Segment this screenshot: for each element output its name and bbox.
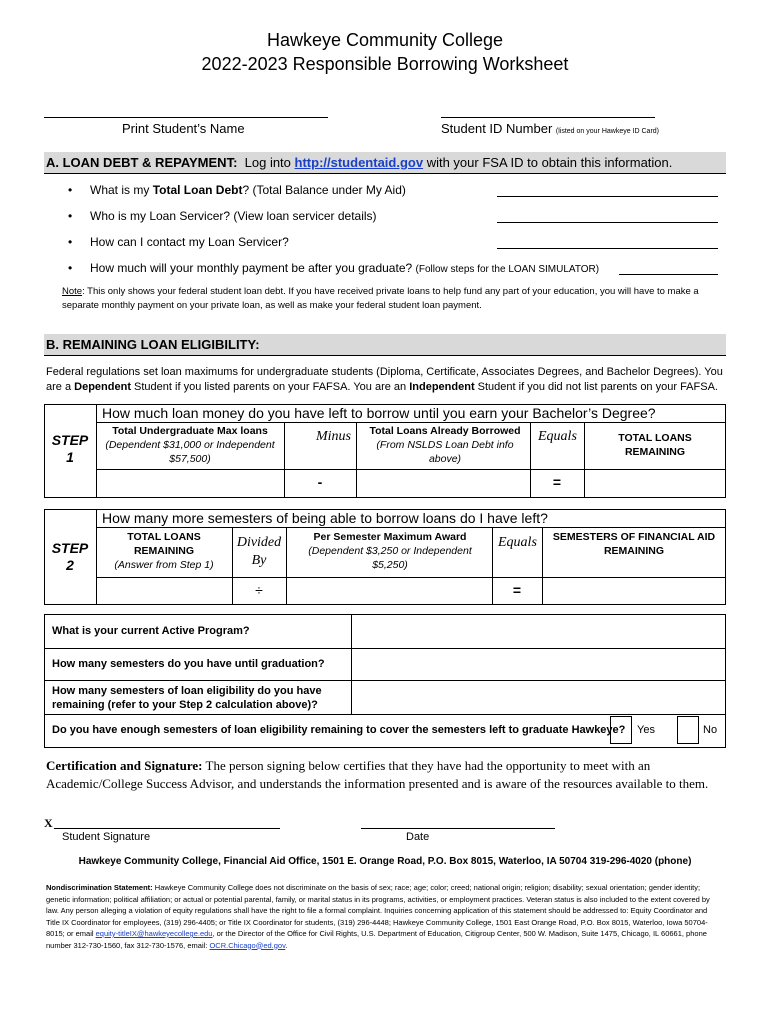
divider bbox=[96, 527, 726, 528]
active-program-input[interactable] bbox=[354, 617, 724, 646]
eligibility-remaining-label: How many semesters of loan eligibility do you have remaining (refer to your Step 2 calculation above)? bbox=[52, 685, 322, 711]
step1-borrowed-input[interactable] bbox=[360, 472, 528, 496]
section-a-tail: with your FSA ID to obtain this information. bbox=[426, 155, 673, 170]
divider bbox=[44, 680, 726, 681]
divider bbox=[284, 422, 285, 498]
signature-x-mark: X bbox=[44, 816, 53, 830]
intro-1: Federal regulations set loan maximums for undergraduate students (Diploma, Certificate, Associates Degrees, and Bachelor Degrees). You are a bbox=[46, 366, 723, 393]
question-loan-servicer: Who is my Loan Servicer? (View loan servicer details) bbox=[90, 209, 377, 223]
step2-loans-remaining-input[interactable] bbox=[100, 580, 228, 603]
no-checkbox[interactable] bbox=[677, 716, 699, 744]
section-b-heading: B. REMAINING LOAN ELIGIBILITY: bbox=[46, 337, 260, 352]
semesters-until-graduation-label: How many semesters do you have until graduation? bbox=[52, 658, 325, 670]
certification-paragraph bbox=[46, 757, 736, 793]
divider bbox=[96, 577, 726, 578]
monthly-payment-field[interactable] bbox=[619, 262, 718, 275]
intro-dependent: Dependent bbox=[74, 381, 131, 393]
ocr-email-link[interactable]: OCR.Chicago@ed.gov bbox=[209, 940, 286, 950]
divider bbox=[44, 648, 726, 649]
student-id-label-wrap bbox=[441, 121, 659, 136]
step1-minus-op: Minus bbox=[316, 429, 351, 444]
student-id-field[interactable] bbox=[441, 104, 655, 118]
step2-semester-award-input[interactable] bbox=[290, 580, 490, 603]
step2-col1-title: TOTAL LOANS REMAINING bbox=[127, 531, 201, 557]
step2-label: STEP 2 bbox=[51, 540, 89, 573]
step2-divide-symbol: ÷ bbox=[255, 582, 263, 598]
step1-col1 bbox=[100, 424, 280, 466]
step2-equals-op: Equals bbox=[498, 535, 537, 550]
bullet: • bbox=[68, 261, 73, 275]
equity-email-link[interactable]: equity-titleIX@hawkeyecollege.edu bbox=[95, 929, 213, 938]
nd-label: Nondiscrimination Statement: bbox=[46, 883, 153, 892]
intro-independent: Independent bbox=[409, 381, 475, 393]
nd-text-1: Hawkeye Community College does not discriminate on the basis of sex; race; age; color; creed; national origin; religion; disability; sexual orientation; gender identity; genetic information; political affiliation; or actual or potential parental, family, or marital status in its programs, activities, or employment practices. Veteran status is also included to the extent covered by law. Any person alleging a violation of equity regulations shall have the right to file a formal complaint. Inquiries concerning application of this statement should be addressed to: Equity Coordinator and Title IX Coordinator for employees, (319) 296-4405; or Title IX Coordinator for students, (319) 296-4448; Hawkeye Community College, 1501 East Orange Road, P.O. Box 8015, Waterloo, Iowa 50704-8015; or email bbox=[46, 883, 710, 938]
bullet: • bbox=[68, 183, 73, 197]
note-paragraph bbox=[62, 285, 728, 313]
page-subtitle: 2022-2023 Responsible Borrowing Worksheet bbox=[201, 54, 569, 74]
divider bbox=[530, 422, 531, 498]
divider bbox=[96, 404, 97, 498]
q1-bold: Total Loan Debt bbox=[152, 183, 243, 197]
student-signature-field[interactable] bbox=[54, 815, 280, 829]
nd-text-3: . bbox=[285, 940, 288, 950]
date-field[interactable] bbox=[361, 815, 555, 829]
step1-max-loans-input[interactable] bbox=[100, 472, 280, 496]
section-a-header bbox=[44, 152, 726, 174]
step2-question: How many more semesters of being able to borrow loans do I have left? bbox=[102, 510, 548, 526]
yes-checkbox[interactable] bbox=[610, 716, 632, 744]
step2-equals-symbol: = bbox=[512, 582, 522, 598]
studentaid-link[interactable]: http://studentaid.gov bbox=[294, 155, 424, 170]
question-contact-servicer: How can I contact my Loan Servicer? bbox=[90, 235, 289, 249]
student-name-field[interactable] bbox=[44, 104, 328, 118]
total-loan-debt-field[interactable] bbox=[497, 184, 718, 197]
step2-col2 bbox=[292, 530, 488, 572]
certification-label: Certification and Signature: bbox=[46, 758, 203, 773]
section-a-text: Log into bbox=[244, 155, 291, 170]
step1-equals-op: Equals bbox=[538, 429, 577, 444]
student-id-note: (listed on your Hawkeye ID Card) bbox=[555, 128, 659, 135]
q1-pre: What is my bbox=[90, 183, 150, 197]
step1-col2-sub: (From NSLDS Loan Debt info above) bbox=[376, 439, 514, 465]
active-program-label: What is your current Active Program? bbox=[52, 625, 250, 637]
step2-col3-title: SEMESTERS OF FINANCIAL AID REMAINING bbox=[552, 531, 716, 557]
page-title: Hawkeye Community College bbox=[266, 30, 504, 50]
divider bbox=[356, 422, 357, 498]
step2-col2-sub: (Dependent $3,250 or Independent $5,250) bbox=[308, 545, 472, 571]
certification-text: The person signing below certifies that they have had the opportunity to meet with an Academic/College Success Advisor, and understands the information presented and is aware of the resources available to them. bbox=[46, 758, 709, 791]
step1-label: STEP 1 bbox=[51, 432, 89, 465]
note-text: : This only shows your federal student loan debt. If you have received private loans to help fund any part of your education, you will have to make a separate monthly payment on your private loan, as well as make your federal student loan payment. bbox=[62, 286, 699, 311]
step2-divide-op: Divided By bbox=[236, 535, 282, 568]
divider bbox=[492, 527, 493, 605]
eligibility-remaining-input[interactable] bbox=[354, 683, 724, 712]
step2-semesters-remaining-input[interactable] bbox=[546, 580, 724, 603]
no-label: No bbox=[703, 724, 718, 736]
q4-text: How much will your monthly payment be after you graduate? bbox=[90, 261, 413, 275]
office-address: Hawkeye Community College, Financial Aid Office, 1501 E. Orange Road, P.O. Box 8015, Waterloo, IA 50704 319-296-4020 (phone) bbox=[78, 856, 692, 867]
step2-col1 bbox=[100, 530, 228, 572]
step2-col1-sub: (Answer from Step 1) bbox=[114, 559, 214, 571]
section-b-header bbox=[44, 334, 726, 356]
step1-col2 bbox=[362, 424, 528, 466]
intro-3: Student if you did not list parents on your FAFSA. bbox=[474, 381, 718, 393]
divider bbox=[96, 469, 726, 470]
step1-equals-symbol: = bbox=[552, 474, 562, 490]
loan-servicer-field[interactable] bbox=[497, 210, 718, 223]
divider bbox=[584, 422, 585, 498]
step1-col1-sub: (Dependent $31,000 or Independent $57,500) bbox=[105, 439, 275, 465]
question-total-loan-debt bbox=[90, 183, 406, 197]
nondiscrimination-statement bbox=[46, 882, 722, 951]
divider bbox=[351, 614, 352, 714]
step1-loans-remaining-input[interactable] bbox=[588, 472, 724, 496]
step1-col2-title: Total Loans Already Borrowed bbox=[369, 425, 521, 437]
step2-col2-title: Per Semester Maximum Award bbox=[313, 531, 467, 543]
yes-label: Yes bbox=[637, 724, 655, 736]
student-signature-label: Student Signature bbox=[62, 831, 151, 843]
bullet: • bbox=[68, 209, 73, 223]
divider bbox=[96, 422, 726, 423]
enough-semesters-question: Do you have enough semesters of loan eligibility remaining to cover the semesters left to graduate Hawkeye? bbox=[52, 724, 626, 736]
date-label: Date bbox=[406, 831, 430, 843]
nd-text-2: , or the Director of the Office for Civil Rights, U.S. Department of Education, Citigroup Center, 500 W. Madison, Suite 1475, Chicago, IL 60661, phone number 312-730-1560, fax 312-730-1576, email: bbox=[46, 929, 707, 950]
intro-2: Student if you listed parents on your FAFSA. You are an bbox=[130, 381, 410, 393]
step1-col3-title: TOTAL LOANS REMAINING bbox=[618, 432, 692, 458]
question-monthly-payment bbox=[90, 261, 599, 275]
semesters-until-graduation-input[interactable] bbox=[354, 651, 724, 678]
divider bbox=[44, 714, 726, 715]
divider bbox=[286, 527, 287, 605]
note-label: Note bbox=[62, 286, 83, 297]
student-id-label: Student ID Number bbox=[441, 121, 553, 136]
student-name-label: Print Student’s Name bbox=[122, 121, 245, 136]
bullet: • bbox=[68, 235, 73, 249]
section-a-heading: A. LOAN DEBT & REPAYMENT: bbox=[46, 155, 238, 170]
q1-post: ? (Total Balance under My Aid) bbox=[242, 183, 406, 197]
contact-servicer-field[interactable] bbox=[497, 236, 718, 249]
q4-note: (Follow steps for the LOAN SIMULATOR) bbox=[415, 264, 600, 275]
step1-col1-title: Total Undergraduate Max loans bbox=[112, 425, 268, 437]
step1-minus-symbol: - bbox=[317, 474, 323, 490]
divider bbox=[96, 509, 97, 605]
step1-question: How much loan money do you have left to borrow until you earn your Bachelor’s Degree? bbox=[102, 405, 656, 421]
divider bbox=[232, 527, 233, 605]
divider bbox=[542, 527, 543, 605]
section-b-intro bbox=[46, 365, 726, 395]
